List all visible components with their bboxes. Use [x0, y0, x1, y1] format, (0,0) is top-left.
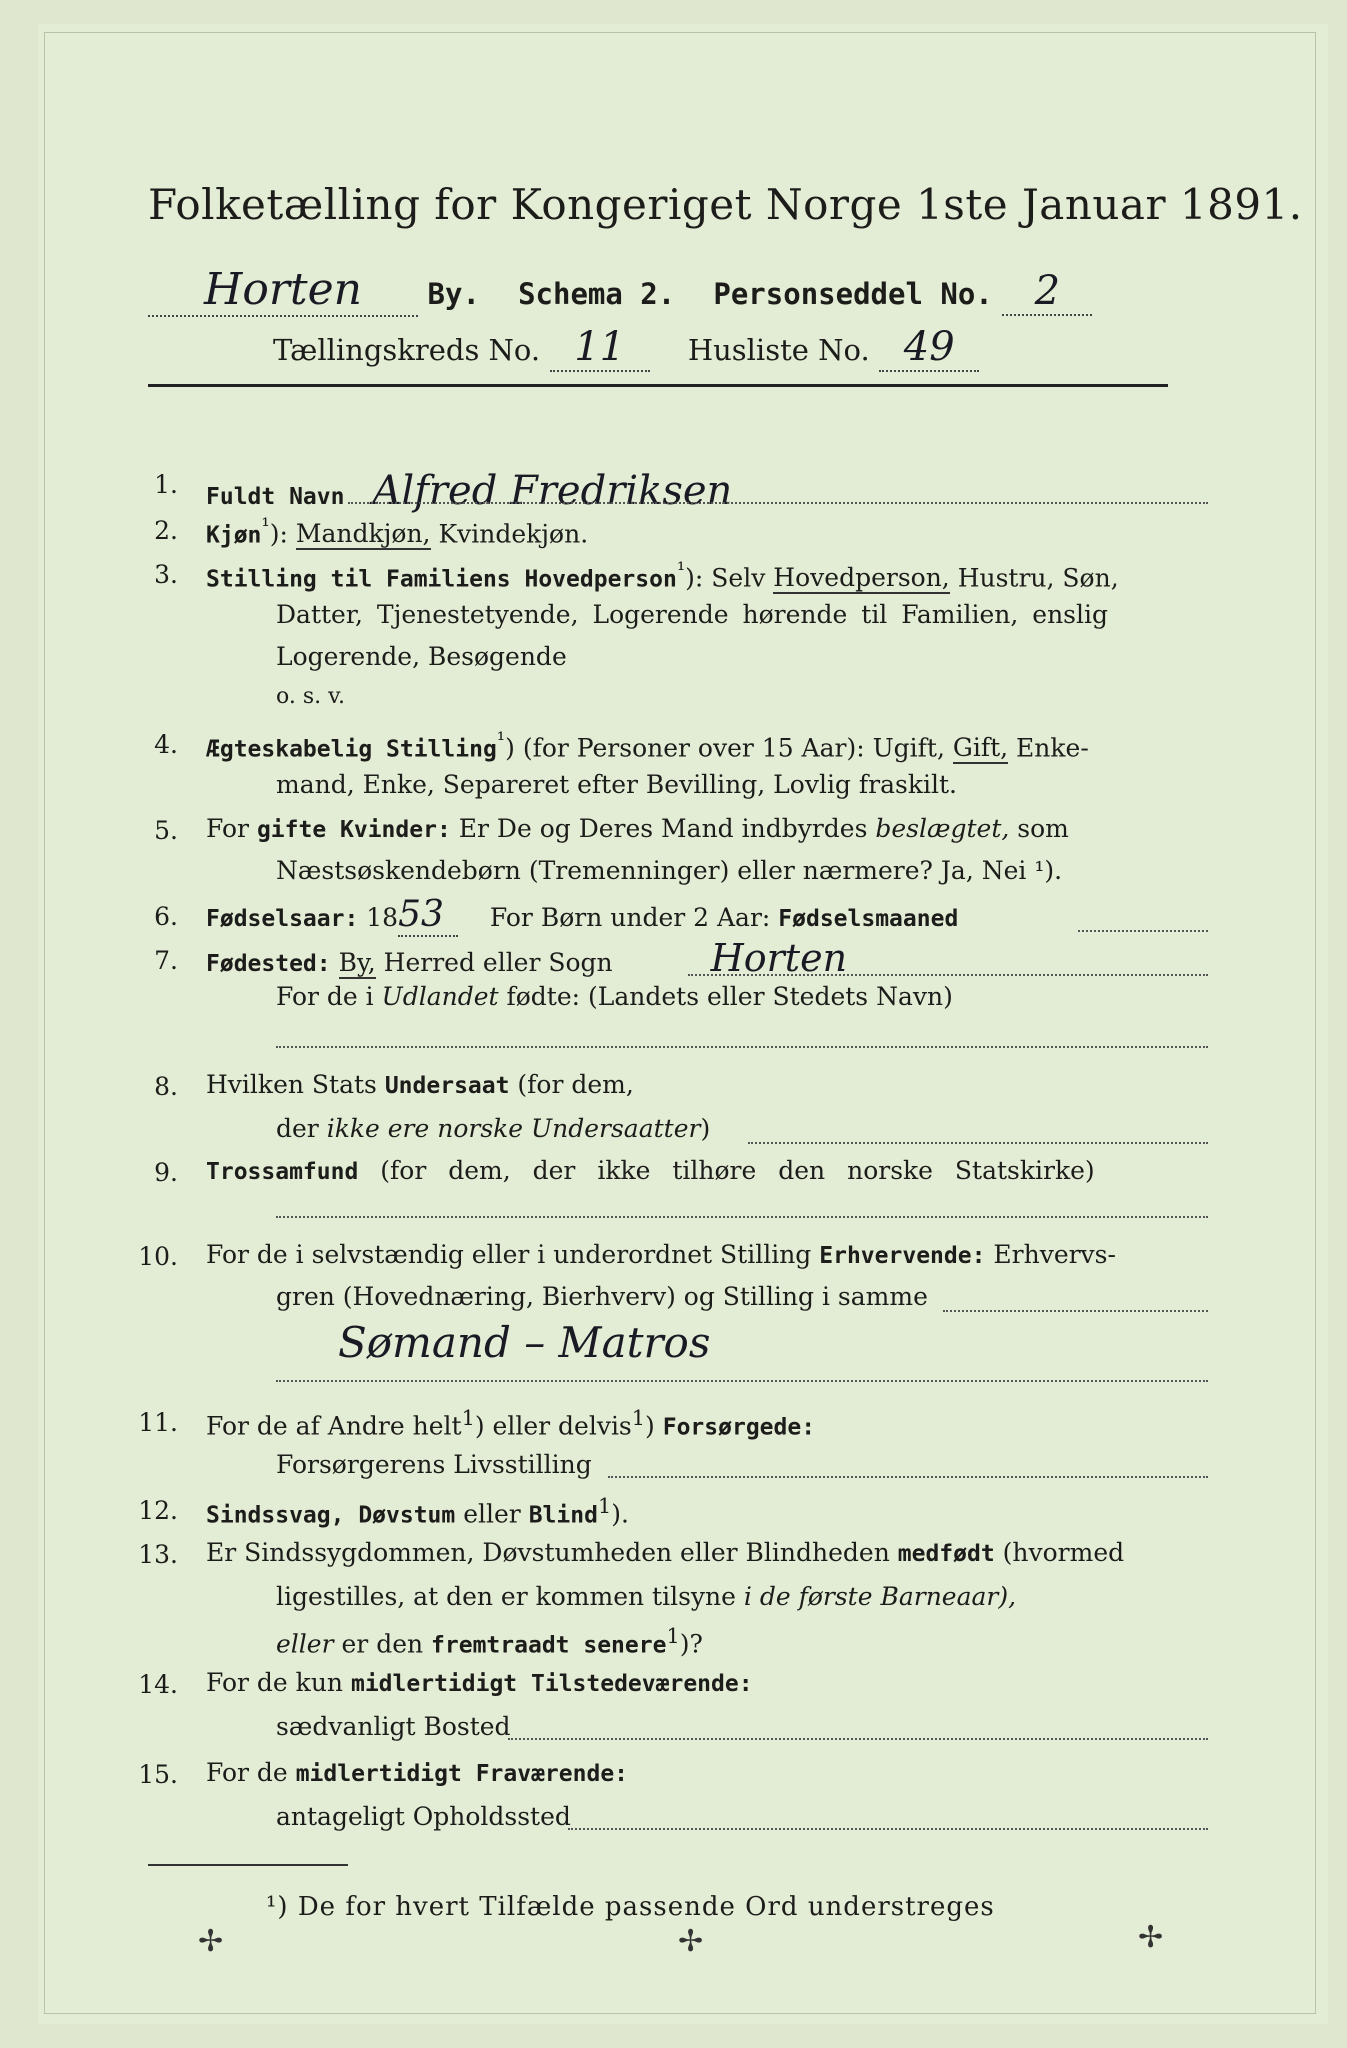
q4-row-1	[206, 728, 1089, 762]
census-form-page	[38, 24, 1328, 2024]
q6-fill-line	[1078, 930, 1208, 932]
q5-italic: beslægtet,	[875, 814, 1010, 843]
q12-mid: eller	[463, 1499, 521, 1529]
q6-label2: Fødselsmaaned	[778, 906, 959, 932]
krets-label: Tællingskreds No.	[273, 333, 541, 367]
q4-row-2: mand, Enke, Separeret efter Bevilling, Lovlig fraskilt.	[276, 770, 957, 799]
q4-number: 4.	[154, 730, 178, 759]
q14-row-2: sædvanligt Bosted	[276, 1712, 511, 1741]
q7-fill-line	[688, 974, 1208, 976]
footnote-rule	[148, 1864, 348, 1866]
q10-number: 10.	[138, 1242, 178, 1271]
q7-answer-place: Horten	[710, 936, 848, 980]
q4-line1-pre: ) (for Personer over 15 Aar): Ugift,	[505, 733, 945, 763]
q12-label2: Blind	[528, 1502, 598, 1529]
city-handwritten: Horten	[148, 264, 418, 317]
q5-row-2: Næstsøskendebørn (Tremenninger) eller nærmere? Ja, Nei ¹).	[276, 856, 1063, 885]
q9-post: (for dem, der ikke tilhøre den norske Statskirke)	[380, 1156, 1095, 1185]
q5-line1-end: som	[1017, 814, 1069, 843]
q10-row-2: gren (Hovednæring, Bierhverv) og Stilling i samme	[276, 1282, 928, 1311]
q10-pre: For de i selvstændig eller i underordnet Stilling	[206, 1240, 812, 1269]
registration-mark-center: ✢	[678, 1924, 704, 1959]
form-title: Folketælling for Kongeriget Norge 1ste Januar 1891.	[148, 180, 1303, 229]
q6-number: 6.	[154, 902, 178, 931]
q9-fill-line	[276, 1216, 1208, 1218]
q7-selected-option: By,	[338, 948, 376, 977]
q14-pre: For de kun	[206, 1668, 344, 1697]
q3-row-2: Datter, Tjenestetyende, Logerende hørende til Familien, enslig	[276, 600, 1109, 629]
q1-number: 1.	[154, 470, 178, 499]
q2-selected-option: Mandkjøn,	[295, 519, 431, 549]
header-line-krets	[273, 324, 979, 372]
q13-post: (hvormed	[1002, 1538, 1125, 1567]
q12-label: Sindssvag, Døvstum	[206, 1502, 456, 1529]
registration-mark-right: ✢	[1138, 1920, 1164, 1955]
q14-row-1	[206, 1668, 753, 1697]
q8-line2-post: )	[700, 1114, 711, 1143]
q9-label: Trossamfund	[206, 1159, 359, 1185]
q6-label: Fødselsaar:	[206, 906, 359, 932]
q8-line2-pre: der	[276, 1114, 319, 1143]
q1-fill-line	[348, 502, 1208, 504]
q11-sup-1: 1	[461, 1406, 475, 1430]
q2-text: ):	[269, 519, 288, 549]
q13-number: 13.	[138, 1540, 178, 1569]
q13-line3-mid: er den	[341, 1629, 424, 1659]
q5-label: gifte Kvinder:	[256, 817, 451, 843]
q5-number: 5.	[154, 816, 178, 845]
q3-selected-option: Hovedperson,	[773, 563, 950, 593]
q11-row-1: For de af Andre helt$^1$) eller delvis$^1$) Forsørgede:	[206, 1406, 816, 1441]
q10-label: Erhvervende:	[819, 1243, 986, 1269]
q15-fill-line	[568, 1828, 1208, 1830]
q13-line3-end: )?	[679, 1629, 703, 1659]
q11-label: Forsørgede:	[662, 1414, 816, 1441]
q8-pre: Hvilken Stats	[206, 1070, 377, 1099]
q15-row-2: antageligt Opholdssted	[276, 1802, 571, 1831]
q13-line2-italic: i de første Barneaar),	[743, 1582, 1017, 1611]
q5-row-1	[206, 814, 1069, 843]
q14-fill-line	[508, 1738, 1208, 1740]
q5-line1-post: Er De og Deres Mand indbyrdes	[458, 814, 868, 843]
q3-label: Stilling til Familiens Hovedperson	[206, 566, 677, 593]
krets-value: 11	[550, 324, 650, 372]
q2-other-option: Kvindekjøn.	[438, 519, 589, 549]
q7-label: Fødested:	[206, 951, 331, 977]
q12-sup: 1	[597, 1494, 612, 1518]
registration-mark-left: ✢	[198, 1924, 224, 1959]
q10-answer-fill-line	[276, 1380, 1208, 1382]
q7-row-2	[276, 982, 953, 1011]
q7-line2-pre: For de i	[276, 982, 374, 1011]
q13-pre: Er Sindssygdommen, Døvstumheden eller Blindheden	[206, 1538, 890, 1567]
q6-year-answer: 53	[398, 894, 458, 937]
q13-line3-italic: eller	[276, 1629, 334, 1659]
q3-sup: ¹	[676, 558, 686, 582]
q15-pre: For de	[206, 1758, 288, 1787]
q4-label: Ægteskabelig Stilling	[206, 736, 497, 763]
q7-line2-post: fødte: (Landets eller Stedets Navn)	[506, 982, 953, 1011]
q13-line2-pre: ligestilles, at den er kommen tilsyne	[276, 1582, 736, 1611]
q15-number: 15.	[138, 1760, 178, 1789]
q13-label: medfødt	[897, 1541, 995, 1567]
q7-number: 7.	[154, 946, 178, 975]
q10-post: Erhvervs-	[993, 1240, 1116, 1269]
q10-fill-line	[943, 1310, 1208, 1312]
q11-fill-line	[608, 1476, 1208, 1478]
q14-number: 14.	[138, 1670, 178, 1699]
q3-line1-pre: ): Selv	[685, 563, 766, 593]
q6-row	[206, 894, 958, 937]
schema-label: Schema 2.	[518, 277, 676, 311]
q3-row-1	[206, 558, 1119, 592]
q13-row-3	[276, 1624, 703, 1658]
q3-number: 3.	[154, 560, 178, 589]
q2-sup: ¹	[261, 514, 270, 538]
q13-row-2	[276, 1582, 1016, 1611]
q12-post: ).	[611, 1499, 629, 1529]
q4-line1-post: Enke-	[1016, 733, 1089, 763]
personseddel-value: 2	[1002, 268, 1092, 316]
q8-number: 8.	[154, 1072, 178, 1101]
q6-mid: For Børn under 2 Aar:	[489, 903, 771, 932]
q12-number: 12.	[138, 1496, 178, 1525]
q8-label: Undersaat	[384, 1073, 510, 1099]
personseddel-label: Personseddel No.	[713, 277, 993, 311]
q9-number: 9.	[154, 1158, 178, 1187]
footnote: ¹) De for hvert Tilfælde passende Ord understreges	[266, 1892, 995, 1922]
q3-line1-post: Hustru, Søn,	[957, 563, 1119, 593]
q8-row-1	[206, 1070, 634, 1099]
q3-row-4: o. s. v.	[276, 684, 345, 709]
husliste-label: Husliste No.	[687, 333, 870, 367]
q9-row	[206, 1156, 1095, 1185]
q13-sup: 1	[666, 1624, 680, 1648]
q12-row	[206, 1494, 629, 1528]
q11-pre: For de af Andre helt	[206, 1411, 462, 1441]
q1-row	[206, 468, 732, 514]
q13-line3-bold: fremtraadt senere	[431, 1632, 667, 1659]
q8-fill-line	[748, 1142, 1208, 1144]
q7-foreign-fill-line	[276, 1046, 1208, 1048]
q14-label: midlertidigt Tilstedeværende:	[350, 1671, 753, 1697]
q13-row-1	[206, 1538, 1124, 1567]
q8-post: (for dem,	[517, 1070, 634, 1099]
by-label: By.	[427, 277, 480, 311]
q1-answer-name: Alfred Fredriksen	[372, 468, 733, 514]
q6-year-prefix: 18	[366, 903, 399, 932]
header-line-city	[148, 264, 1092, 317]
q4-selected-option: Gift,	[952, 733, 1009, 763]
q11-number: 11.	[138, 1408, 178, 1437]
q2-label: Kjøn	[206, 522, 262, 549]
q2-number: 2.	[154, 516, 178, 545]
q10-row-1	[206, 1240, 1116, 1269]
q7-line2-italic: Udlandet	[381, 982, 499, 1011]
q8-line2-italic: ikke ere norske Undersaatter	[326, 1114, 701, 1143]
q15-row-1	[206, 1758, 628, 1787]
q7-text: Herred eller Sogn	[383, 948, 613, 977]
header-divider	[148, 384, 1168, 387]
q1-label: Fuldt Navn	[206, 484, 345, 510]
q11-sup-2: 1	[631, 1406, 646, 1430]
q11-row-2: Forsørgerens Livsstilling	[276, 1450, 592, 1479]
q15-label: midlertidigt Fraværende:	[295, 1761, 629, 1787]
q3-row-3: Logerende, Besøgende	[276, 642, 567, 671]
q2-row	[206, 514, 588, 548]
q5-pre: For	[206, 814, 249, 843]
q11-mid: ) eller delvis	[474, 1411, 632, 1441]
q4-sup: ¹	[496, 728, 506, 752]
husliste-value: 49	[879, 324, 979, 372]
q10-answer-occupation: Sømand – Matros	[338, 1318, 711, 1367]
q8-row-2	[276, 1114, 710, 1143]
